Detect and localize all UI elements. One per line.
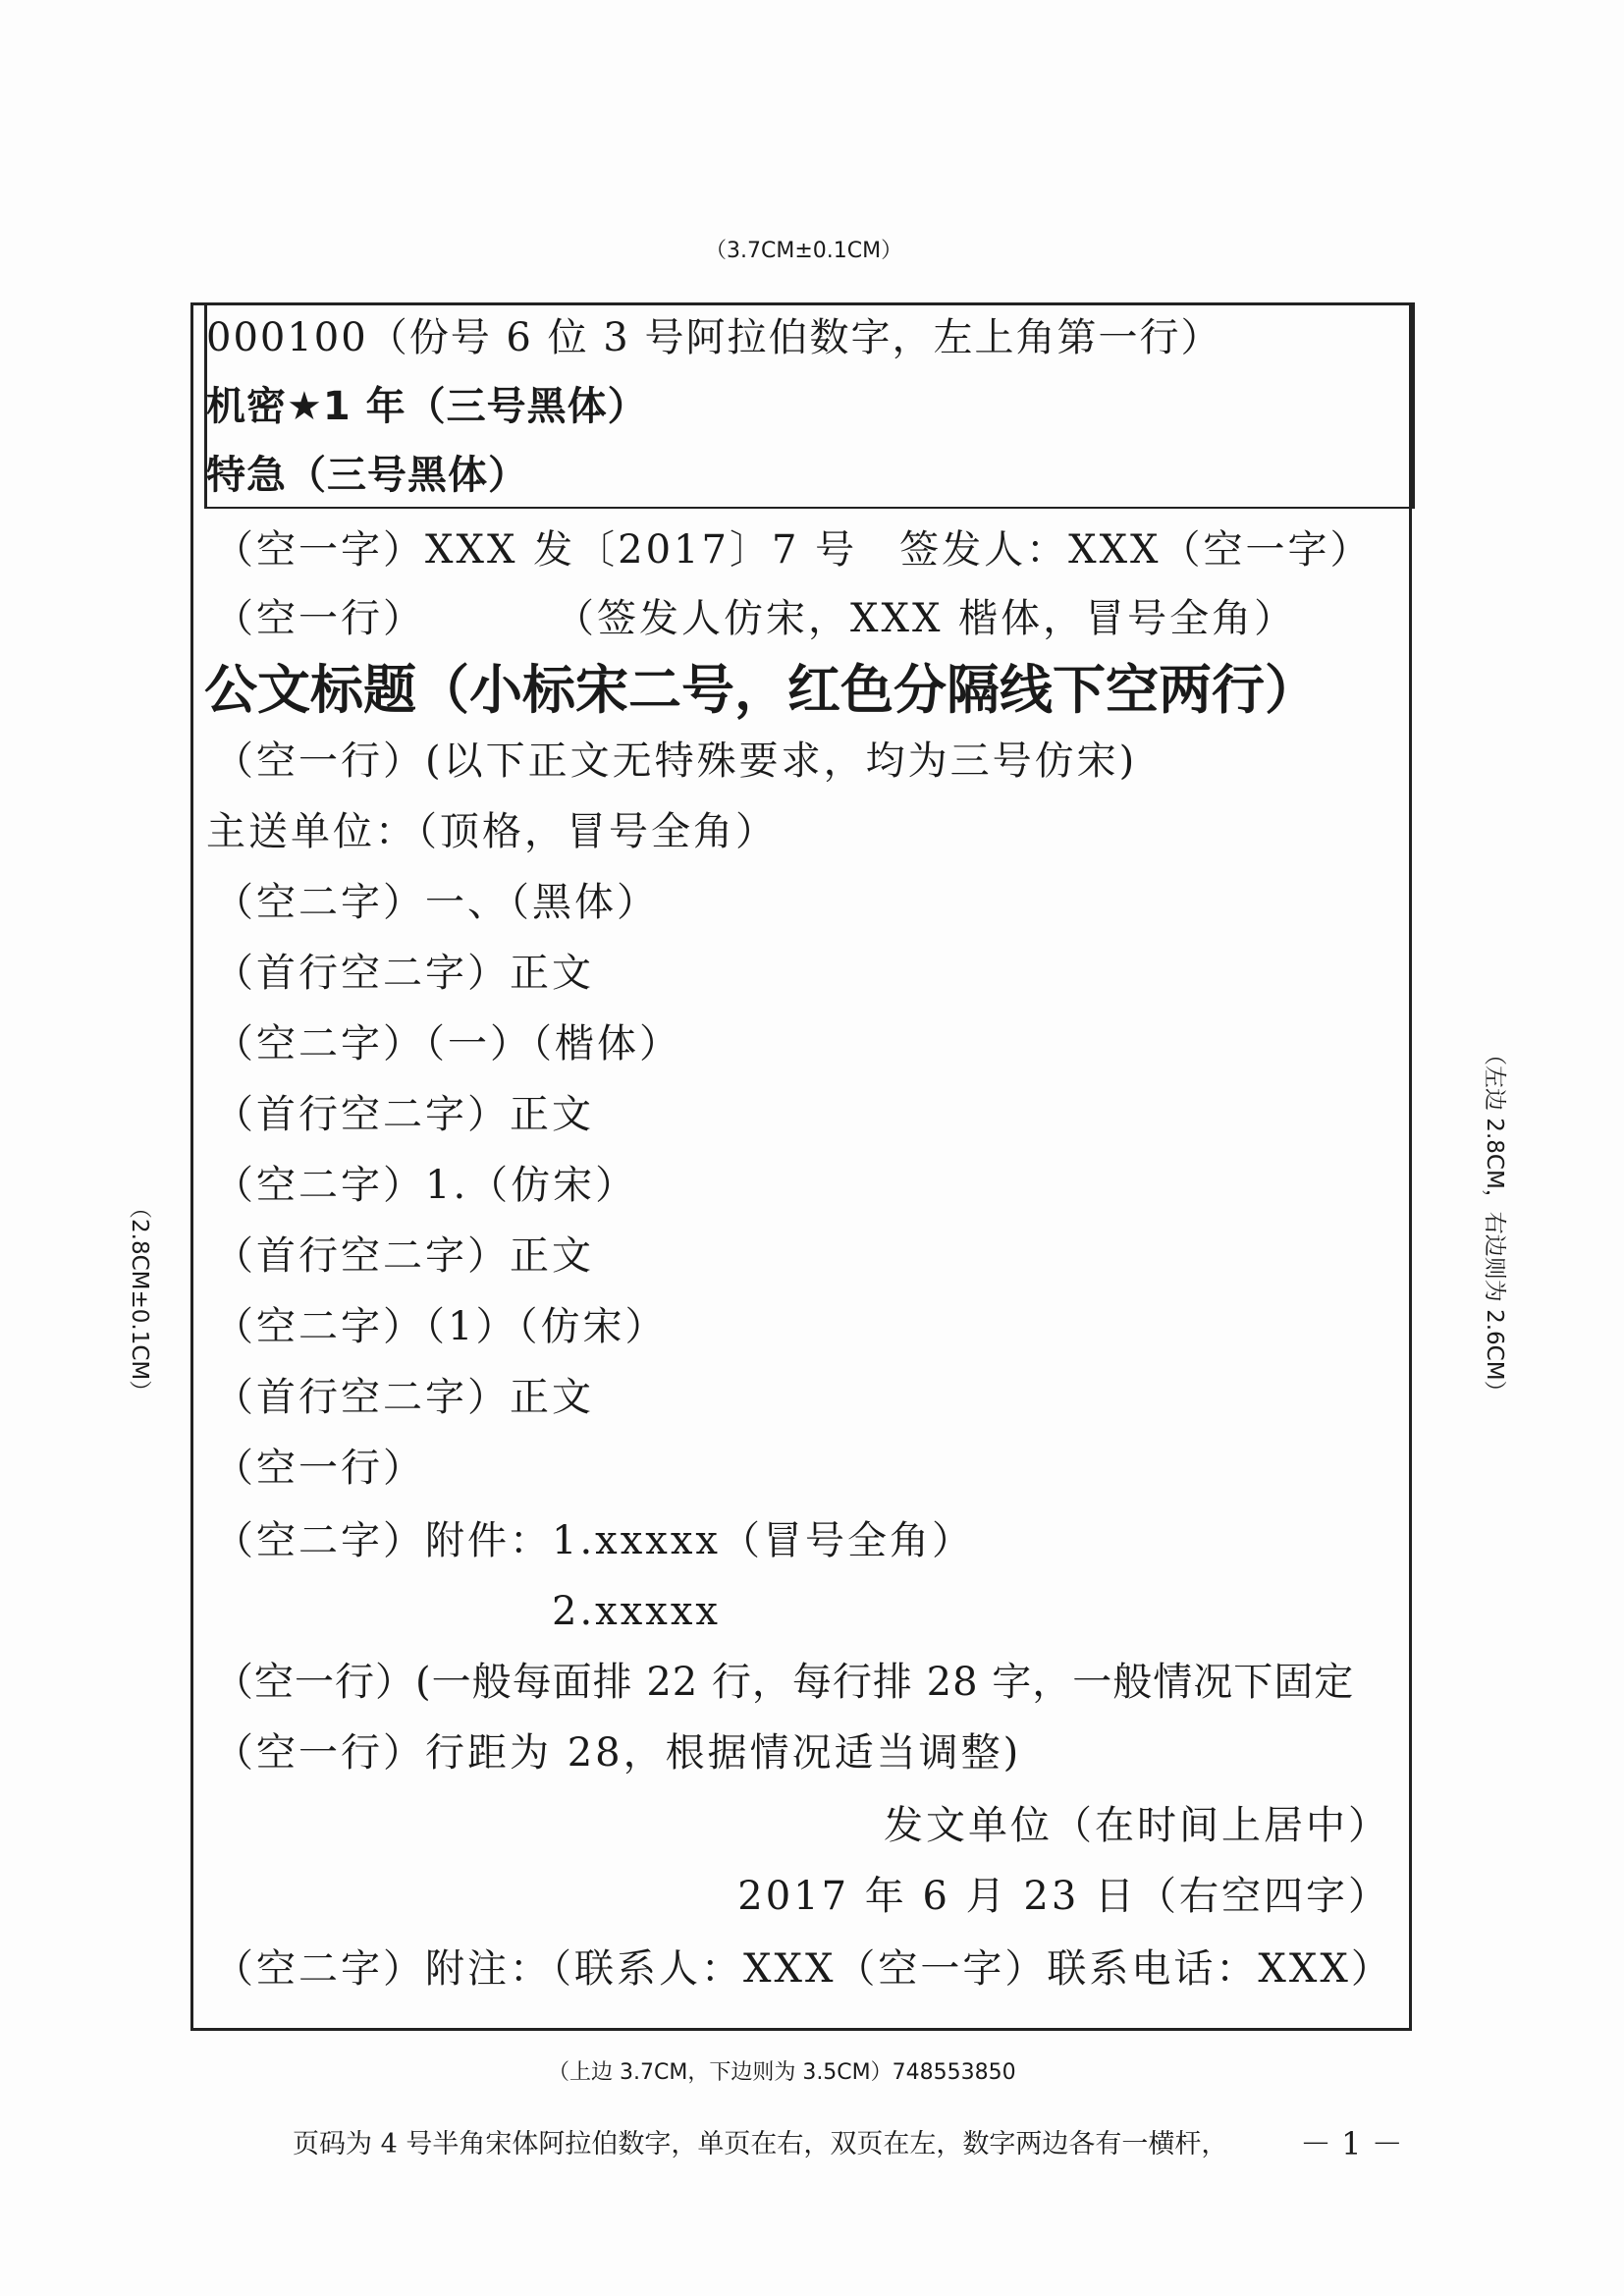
body-line: （空一行）(以下正文无特殊要求，均为三号仿宋) (214, 738, 1138, 784)
secret-level: 机密★1 年（三号黑体） (206, 384, 648, 429)
attachment-line: 2.xxxxx (214, 1589, 721, 1634)
body-line: （首行空二字）正文 (214, 1375, 594, 1420)
top-margin-note: （3.7CM±0.1CM） (705, 239, 903, 263)
document-title: 公文标题（小标宋二号，红色分隔线下空两行） (204, 658, 1318, 721)
body-line: （首行空二字）正文 (214, 1233, 594, 1279)
copy-number: 000100（份号 6 位 3 号阿拉伯数字，左上角第一行） (206, 315, 1222, 360)
page-number-note: 页码为 4 号半角宋体阿拉伯数字，单页在右，双页在左，数字两边各有一横杆， (293, 2129, 1228, 2159)
body-line: （空二字）1.（仿宋） (214, 1163, 638, 1208)
body-line: （空二字）（1）（仿宋） (214, 1304, 668, 1349)
body-line: （空二字）一、（黑体） (214, 880, 659, 925)
body-line: （首行空二字）正文 (214, 1092, 594, 1137)
issue-date: 2017 年 6 月 23 日（右空四字） (737, 1874, 1390, 1919)
body-line: （首行空二字）正文 (214, 951, 594, 996)
body-line: 主送单位：（顶格，冒号全角） (206, 809, 778, 854)
left-margin-note: （2.8CM±0.1CM） (127, 1196, 152, 1403)
issuer-name: 发文单位（在时间上居中） (884, 1803, 1390, 1848)
remark-line: （空二字）附注：（联系人：XXX（空一字）联系电话：XXX） (214, 1946, 1393, 1992)
body-line: （空一行）(一般每面排 22 行，每行排 28 字，一般情况下固定 (214, 1660, 1355, 1705)
urgency-level: 特急（三号黑体） (206, 453, 528, 498)
document-number-line: （空一字）XXX 发〔2017〕7 号 签发人：XXX（空一字） (214, 527, 1373, 573)
body-line: （空一行）行距为 28，根据情况适当调整) (214, 1730, 1022, 1776)
right-margin-note: （左边 2.8CM，右边则为 2.6CM） (1482, 1043, 1507, 1403)
bottom-margin-note: （上边 3.7CM，下边则为 3.5CM）748553850 (548, 2060, 1016, 2085)
body-line: （空二字）（一）（楷体） (214, 1021, 681, 1066)
attachment-line: （空二字）附件：1.xxxxx（冒号全角） (214, 1518, 974, 1563)
document-number-note: （空一行） （签发人仿宋，XXX 楷体，冒号全角） (214, 596, 1297, 641)
body-line: （空一行） (214, 1446, 425, 1491)
page-number: － 1 － (1300, 2125, 1403, 2162)
